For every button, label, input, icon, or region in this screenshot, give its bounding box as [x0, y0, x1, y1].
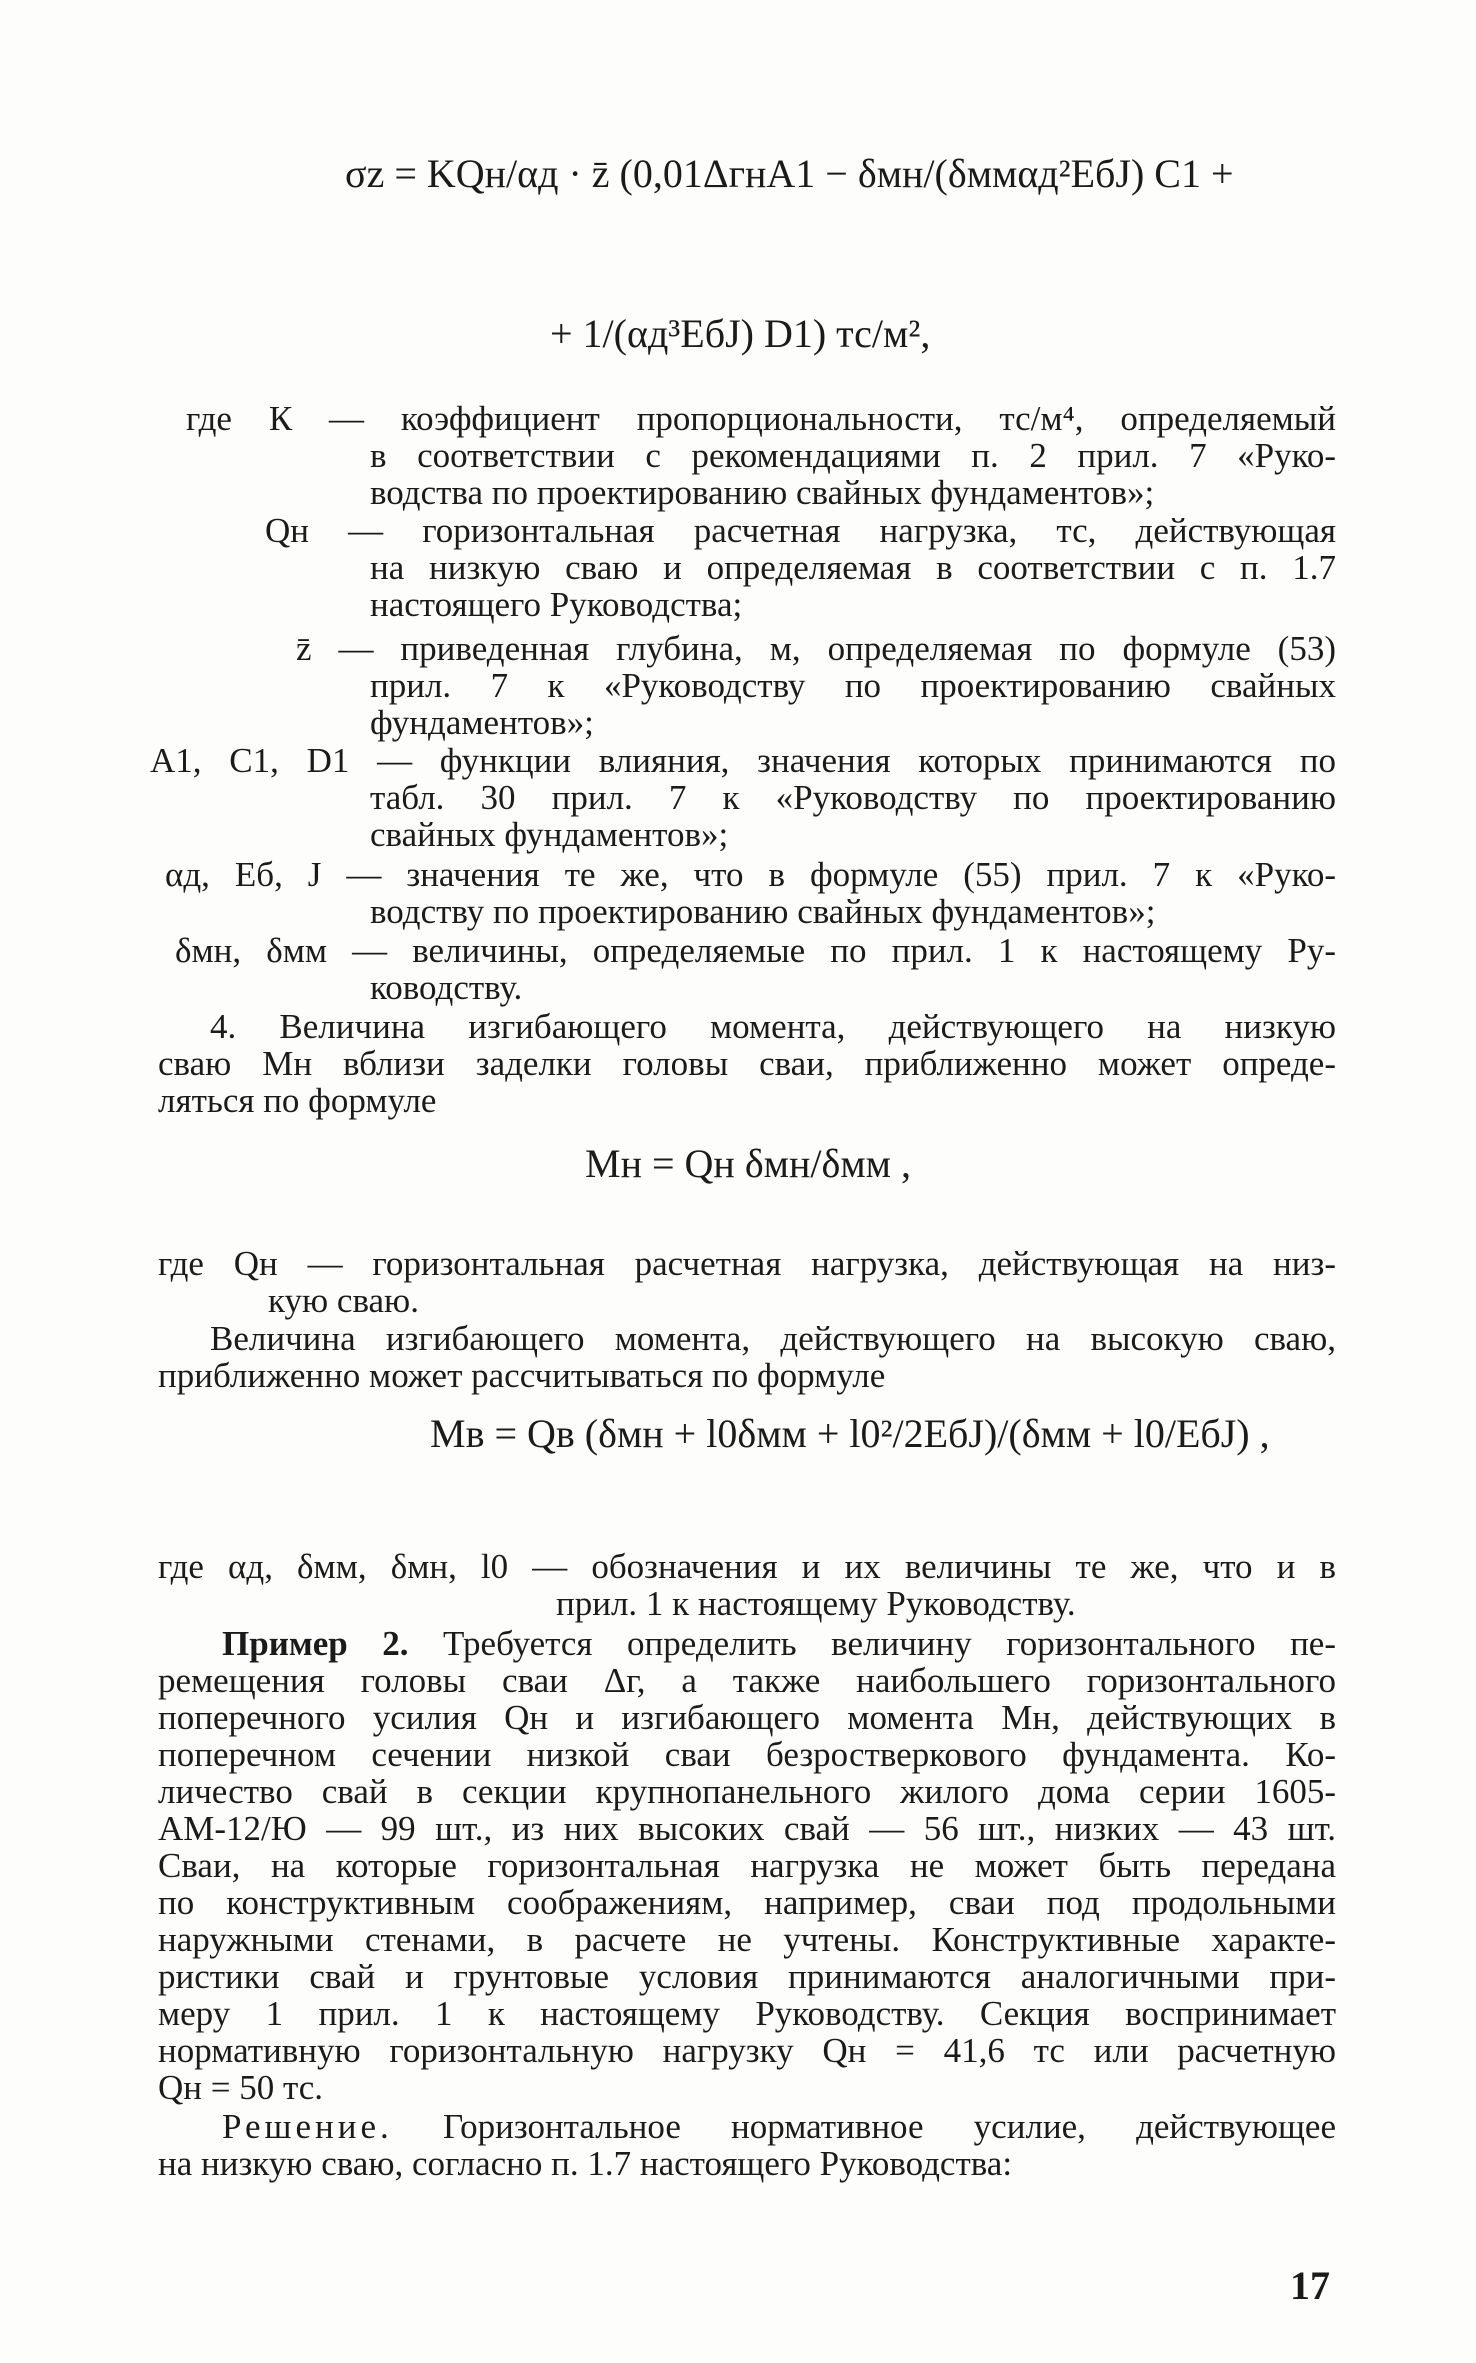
def-qn-line-2: настоящего Руководства;: [370, 585, 743, 624]
formula-sigma-line1-text: σz = KQн/αд · z̄ (0,01ΔгнA1 − δмн/(δммαд²EбJ) C1 +: [345, 151, 1234, 196]
def-dmn-line-1: ководству.: [370, 968, 523, 1007]
mn-def-line-0: где Qн — горизонтальная расчетная нагрузка, действующая на низ-: [158, 1244, 1336, 1283]
example-line-12: Qн = 50 тс.: [158, 2068, 324, 2107]
solution-label: Решение.: [222, 2107, 393, 2146]
example-line-4: личество свай в секции крупнопанельного жилого дома серии 1605-: [158, 1772, 1336, 1811]
formula-mv: [430, 1410, 1270, 1457]
example-label: Пример 2.: [222, 1624, 409, 1663]
def-qn-line-0: Qн — горизонтальная расчетная нагрузка, тс, действующая: [265, 511, 1336, 550]
solution-line-0: [222, 2108, 1336, 2146]
def-k-line-2: водства по проектированию свайных фундаментов»;: [370, 473, 1155, 512]
def-ad-line-0: αд, Eб, J — значения те же, что в формуле (55) прил. 7 к «Руко-: [165, 855, 1336, 894]
formula-sigma-line1: [345, 150, 1234, 197]
def-a1-line-1: табл. 30 прил. 7 к «Руководству по проектированию: [370, 778, 1336, 817]
para4-line-0: 4. Величина изгибающего момента, действующего на низкую: [210, 1007, 1336, 1046]
para4-line-2: ляться по формуле: [158, 1081, 437, 1120]
def-a1-line-0: A1, C1, D1 — функции влияния, значения которых принимаются по: [150, 741, 1336, 780]
example-line-9: ристики свай и грунтовые условия принимаются аналогичными при-: [158, 1957, 1336, 1996]
example-line-0: [222, 1625, 1336, 1663]
para4-line-1: сваю Mн вблизи заделки головы сваи, приближенно может опреде-: [158, 1044, 1336, 1083]
example-line-7: по конструктивным соображениям, например, сваи под продольными: [158, 1883, 1336, 1922]
para-mv-line-0: Величина изгибающего момента, действующего на высокую сваю,: [210, 1319, 1336, 1358]
def-k-line-0: где К — коэффициент пропорциональности, тс/м⁴, определяемый: [186, 399, 1336, 438]
formula-sigma-line2: [550, 310, 1110, 357]
formula-sigma-line2-text: + 1/(αд³EбJ) D1) тс/м²,: [550, 311, 931, 356]
example-text-0: Требуется определить величину горизонтального пе-: [408, 1624, 1336, 1663]
def-k-line-1: в соответствии с рекомендациями п. 2 прил. 7 «Руко-: [370, 436, 1336, 475]
def-qn-line-1: на низкую сваю и определяемая в соответствии с п. 1.7: [370, 548, 1336, 587]
example-line-8: наружными стенами, в расчете не учтены. Конструктивные характе-: [158, 1920, 1336, 1959]
mv-def-line-1: прил. 1 к настоящему Руководству.: [556, 1584, 1076, 1623]
example-line-1: ремещения головы сваи Δг, а также наибольшего горизонтального: [158, 1661, 1336, 1700]
def-z-line-2: фундаментов»;: [370, 703, 594, 742]
example-line-2: поперечного усилия Qн и изгибающего момента Mн, действующих в: [158, 1698, 1336, 1737]
example-line-11: нормативную горизонтальную нагрузку Qн = 41,6 тс или расчетную: [158, 2031, 1336, 2070]
example-line-6: Сваи, на которые горизонтальная нагрузка не может быть передана: [158, 1846, 1336, 1885]
def-z-line-0: z̄ — приведенная глубина, м, определяемая по формуле (53): [296, 629, 1336, 668]
example-line-5: АМ-12/Ю — 99 шт., из них высоких свай — 56 шт., низких — 43 шт.: [158, 1809, 1336, 1848]
formula-mv-text: Mв = Qв (δмн + l0δмм + l0²/2EбJ)/(δмм + l0/EбJ) ,: [430, 1411, 1270, 1456]
def-a1-line-2: свайных фундаментов»;: [370, 815, 729, 854]
para-mv-line-1: приближенно может рассчитываться по формуле: [158, 1356, 886, 1395]
solution-text-0: Горизонтальное нормативное усилие, действующее: [392, 2107, 1336, 2146]
def-ad-line-1: водству по проектированию свайных фундаментов»;: [370, 892, 1156, 931]
mv-def-line-0: где αд, δмм, δмн, l0 — обозначения и их величины те же, что и в: [158, 1547, 1336, 1586]
example-line-3: поперечном сечении низкой сваи безростверкового фундамента. Ко-: [158, 1735, 1336, 1774]
mn-def-line-1: кую сваю.: [268, 1281, 419, 1320]
def-z-line-1: прил. 7 к «Руководству по проектированию свайных: [370, 666, 1336, 705]
page-number: 17: [1290, 2263, 1330, 2308]
solution-line-1: на низкую сваю, согласно п. 1.7 настоящего Руководства:: [158, 2144, 1013, 2183]
formula-mn: [585, 1140, 1005, 1187]
def-dmn-line-0: δмн, δмм — величины, определяемые по прил. 1 к настоящему Ру-: [175, 931, 1336, 970]
formula-mn-text: Mн = Qн δмн/δмм ,: [585, 1141, 911, 1186]
example-line-10: меру 1 прил. 1 к настоящему Руководству. Секция воспринимает: [158, 1994, 1336, 2033]
